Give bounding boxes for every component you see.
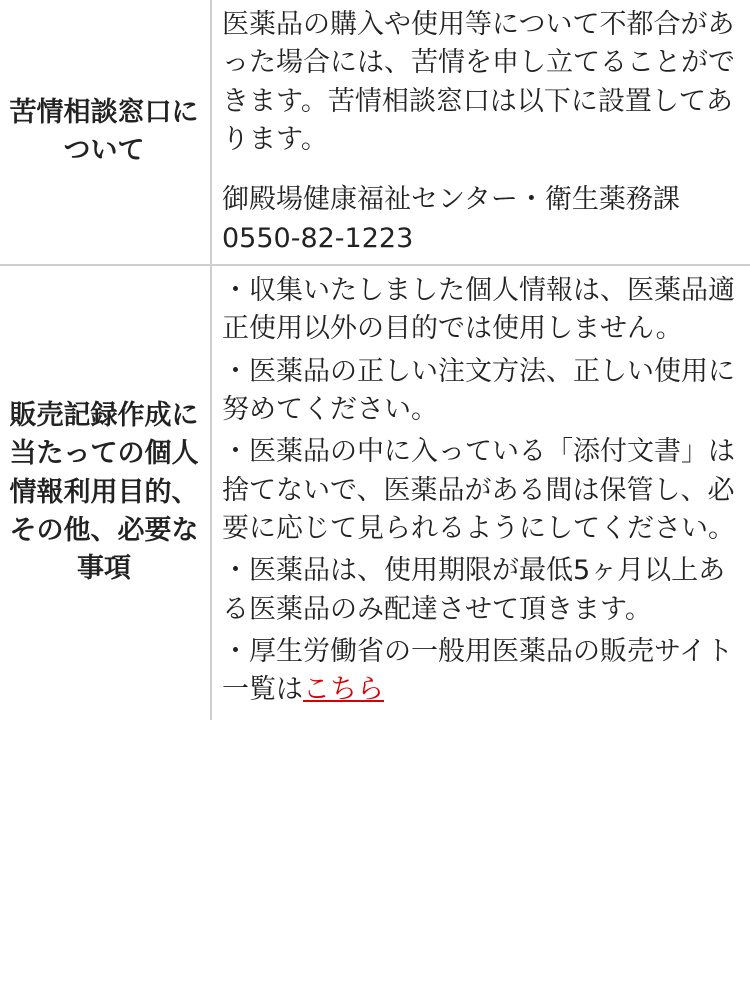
list-item: ・収集いたしました個人情報は、医薬品適正使用以外の目的では使用しません。	[222, 274, 735, 345]
row-content-personal-info-usage	[211, 265, 750, 720]
list-item: ・医薬品は、使用期限が最低5ヶ月以上ある医薬品のみ配達させて頂きます。	[222, 555, 726, 625]
row-content-complaint-desk	[211, 0, 750, 265]
list-item-text: ・厚生労働省の一般用医薬品の販売サイト一覧は	[222, 635, 734, 706]
complaint-desk-contact: 御殿場健康福祉センター・衛生薬務課 0550-82-1223	[222, 184, 707, 254]
complaint-desk-paragraph-1: 医薬品の購入や使用等について不都合があった場合には、苦情を申し立てることができます。苦情相談窓口は以下に設置してあります。	[222, 9, 735, 155]
list-item: ・医薬品の中に入っている「添付文書」は捨てないで、医薬品がある間は保管し、必要に応じて見られるようにしてください。	[222, 436, 735, 544]
list-item: ・医薬品の正しい注文方法、正しい使用に努めてください。	[222, 355, 735, 425]
notice-bullet-list	[222, 272, 746, 710]
table-row	[0, 0, 750, 265]
list-item-with-link	[222, 633, 746, 710]
row-header-personal-info-usage: 販売記録作成に当たっての個人情報利用目的、その他、必要な事項	[0, 265, 211, 720]
mhlw-site-list-link[interactable]: こちら	[303, 674, 384, 706]
table-row	[0, 265, 750, 720]
row-header-complaint-desk: 苦情相談窓口について	[0, 0, 211, 265]
